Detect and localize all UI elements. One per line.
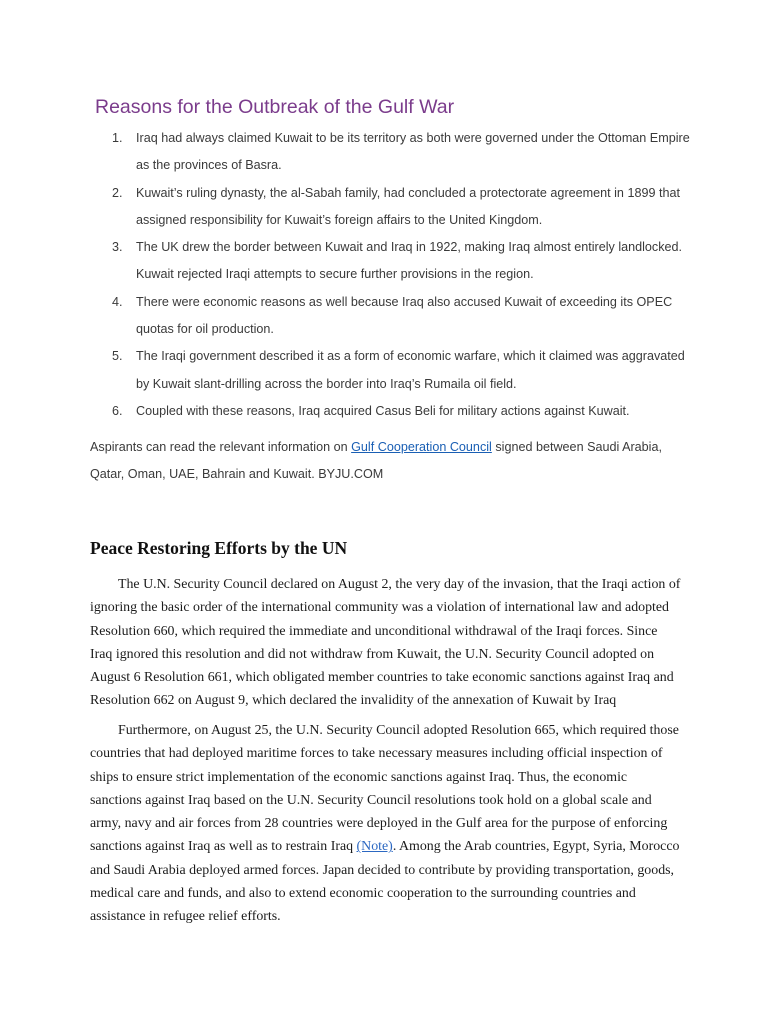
section-heading-un-efforts: Peace Restoring Efforts by the UN bbox=[90, 538, 348, 558]
list-item-text: The UK drew the border between Kuwait and Iraq in 1922, making Iraq almost entirely landlocked. Kuwait rejected Iraqi attempts to secure further provisions in the region. bbox=[136, 240, 683, 282]
list-item-number: 2. bbox=[112, 185, 123, 200]
list-item-number: 1. bbox=[112, 131, 123, 145]
list-item-text: Coupled with these reasons, Iraq acquired Casus Beli for military actions against Kuwait. bbox=[136, 403, 630, 418]
list-item bbox=[112, 234, 696, 289]
list-item bbox=[112, 289, 696, 344]
note-text-before: Aspirants can read the relevant information on bbox=[90, 440, 352, 454]
list-item-number: 3. bbox=[112, 240, 123, 255]
list-item-text: Iraq had always claimed Kuwait to be its territory as both were governed under the Ottoman Empire as the provinces of Basra. bbox=[136, 131, 690, 173]
list-item-number: 4. bbox=[112, 294, 123, 309]
paragraph-text-before: Furthermore, on August 25, the U.N. Security Council adopted Resolution 665, which required those countries that had deployed maritime forces to take necessary measures including official inspection of ships to ensure strict implementation of the economic sanctions against Iraq. Thus, the economic sanctions against Iraq based on the U.N. Security Council resolutions took hold on a global scale and army, navy and air forces from 28 countries were deployed in the Gulf area for the purpose of enforcing sanctions against Iraq as well as to restrain Iraq bbox=[90, 723, 679, 855]
list-item bbox=[112, 343, 696, 398]
section-heading-gulf-war-reasons: Reasons for the Outbreak of the Gulf War bbox=[95, 96, 455, 118]
note-text-after: signed between Saudi Arabia, Qatar, Oman, UAE, Bahrain and Kuwait. BYJU.COM bbox=[90, 440, 662, 482]
list-item-number: 5. bbox=[112, 349, 123, 364]
list-item bbox=[112, 125, 696, 180]
note-link[interactable]: (Note) bbox=[356, 839, 393, 855]
list-item-text: The Iraqi government described it as a form of economic warfare, which it claimed was aggravated by Kuwait slant-drilling across the border into Iraq’s Rumaila oil field. bbox=[136, 349, 685, 391]
list-item-number: 6. bbox=[112, 403, 123, 418]
un-paragraph-2 bbox=[90, 719, 682, 929]
paragraph-text-after: . Among the Arab countries, Egypt, Syria, Morocco and Saudi Arabia deployed armed forces. Japan decided to contribute by providing transportation, goods, medical care and funds, and also to extend economic cooperation to the surrounding countries and assistance in refugee relief efforts. bbox=[90, 839, 680, 925]
list-item bbox=[112, 180, 696, 235]
reasons-list bbox=[112, 125, 696, 425]
aspirants-note-paragraph bbox=[90, 434, 690, 489]
un-paragraph-1: The U.N. Security Council declared on August 2, the very day of the invasion, that the Iraqi action of ignoring the basic order of the international community was a violation of international law and adopted Resolution 660, which required the immediate and unconditional withdrawal of the Iraqi forces. Since Iraq ignored this resolution and did not withdraw from Kuwait, the U.N. Security Council adopted on August 6 Resolution 661, which obligated member countries to take economic sanctions against Iraq and Resolution 662 on August 9, which declared the invalidity of the annexation of Kuwait by Iraq bbox=[90, 577, 681, 709]
gcc-link[interactable]: Gulf Cooperation Council bbox=[351, 440, 492, 454]
list-item-text: There were economic reasons as well because Iraq also accused Kuwait of exceeding its OPEC quotas for oil production. bbox=[136, 294, 673, 337]
list-item bbox=[112, 398, 696, 425]
list-item-text: Kuwait’s ruling dynasty, the al-Sabah family, had concluded a protectorate agreement in 1899 that assigned responsibility for Kuwait’s foreign affairs to the United Kingdom. bbox=[136, 185, 680, 227]
